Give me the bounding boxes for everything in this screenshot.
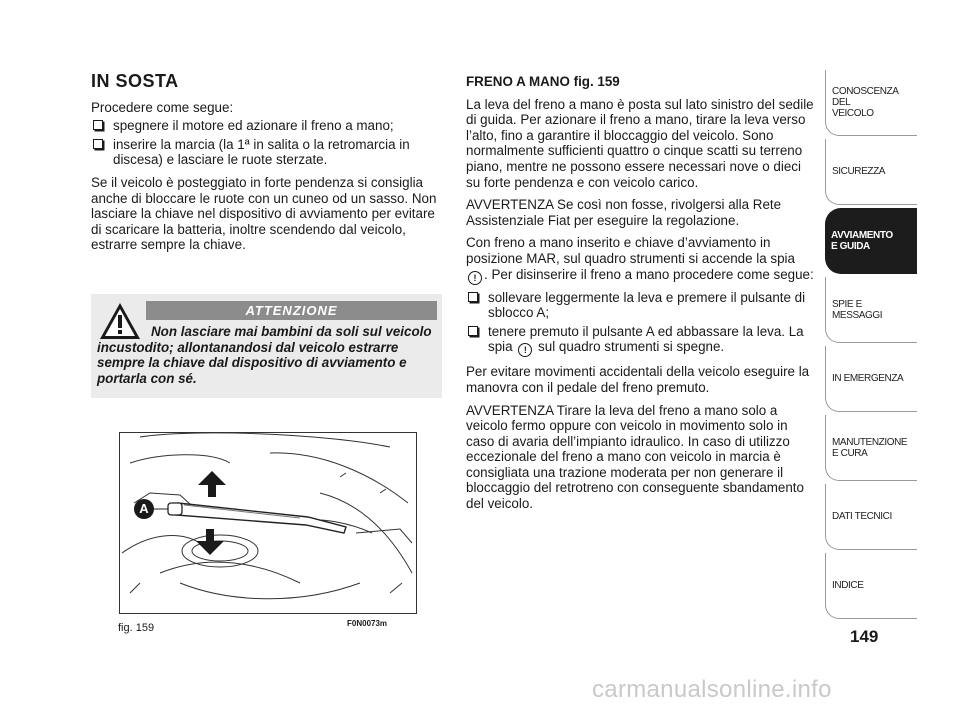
body-text: Con freno a mano inserito e chiave d’avviamento in posizione MAR, sul quadro strumenti si accende la spia <box>466 235 795 266</box>
body-paragraph: AVVERTENZA Se così non fosse, rivolgersi alla Rete Assistenziale Fiat per eseguire la regolazione. <box>466 197 782 228</box>
figure-code: F0N0073m <box>347 619 388 628</box>
body-text: sul quadro strumenti si spegne. <box>538 339 725 355</box>
release-steps <box>466 290 816 358</box>
body-paragraph: AVVERTENZA Tirare la leva del freno a mano solo a veicolo fermo oppure con veicolo in movimento solo in caso di avaria dell’impianto idraulico. In caso di utilizzo eccezionale del freno a mano con veicolo in marcia è consigliata una trazione moderata per non generare il bloccaggio del retrotreno con conseguente sbandamento del veicolo. <box>466 402 804 512</box>
handbrake-warning-light-icon: ! <box>518 343 532 357</box>
warning-text: Non lasciare mai bambini da soli sul veicolo incustodito; allontanandosi dal veicolo estrarre sempre la chiave dal dispositivo di avviamento e portarla con sé. <box>97 324 432 386</box>
watermark: carmanualsonline.info <box>592 676 832 703</box>
tab-dati-tecnici[interactable]: DATI TECNICI <box>825 484 917 550</box>
tab-avviamento-e-guida[interactable]: AVVIAMENTO E GUIDA <box>825 208 917 274</box>
body-text: . Per disinserire il freno a mano procedere come segue: <box>484 266 814 282</box>
right-column <box>466 74 816 519</box>
tab-manutenzione-e-cura[interactable]: MANUTENZIONE E CURA <box>825 415 917 481</box>
handbrake-figure <box>119 432 417 614</box>
button-marker-a: A <box>134 499 154 519</box>
tab-indice[interactable]: INDICE <box>825 553 917 619</box>
list-item: spegnere il motore ed azionare il freno a mano; <box>91 118 441 134</box>
list-item <box>466 324 816 358</box>
subsection-heading: FRENO A MANO fig. 159 <box>466 74 620 89</box>
page-number: 149 <box>850 627 879 646</box>
parking-steps <box>91 118 441 168</box>
body-text: tenere premuto il pulsante A ed abbassare la leva. La spia <box>488 323 804 355</box>
tab-sicurezza[interactable]: SICUREZZA <box>825 139 917 205</box>
left-column <box>91 71 441 260</box>
body-paragraph: Per evitare movimenti accidentali della veicolo eseguire la manovra con il pedale del freno premuto. <box>466 364 810 395</box>
tab-conoscenza-del-veicolo[interactable]: CONOSCENZA DEL VEICOLO <box>825 70 917 136</box>
list-item: sollevare leggermente la leva e premere il pulsante di sblocco A; <box>466 290 816 321</box>
tab-in-emergenza[interactable]: IN EMERGENZA <box>825 346 917 412</box>
figure-label: fig. 159 <box>118 622 155 634</box>
body-paragraph: La leva del freno a mano è posta sul lato sinistro del sedile di guida. Per azionare il freno a mano, tirare la leva verso l’alto, fino a garantire il bloccaggio del veicolo. Sono normalmente sufficienti quattro o cinque scatti su terreno piano, mentre ne possono essere necessari nove o dieci su forte pendenza e con veicolo carico. <box>466 96 814 190</box>
body-paragraph <box>466 235 816 284</box>
handbrake-illustration <box>120 433 416 613</box>
tab-spie-e-messaggi[interactable]: SPIE E MESSAGGI <box>825 277 917 343</box>
body-paragraph: Se il veicolo è posteggiato in forte pendenza si consiglia anche di bloccare le ruote con un cuneo od un sasso. Non lasciare la chiave nel dispositivo di avviamento per evitare di scaricare la batteria, inoltre scendendo dal veicolo, estrarre sempre la chiave. <box>91 174 437 253</box>
list-item: inserire la marcia (la 1ª in salita o la retromarcia in discesa) e lasciare le ruote sterzate. <box>91 137 441 168</box>
intro-text: Procedere come segue: <box>91 99 234 115</box>
section-heading: IN SOSTA <box>91 71 179 91</box>
warning-title: ATTENZIONE <box>146 301 437 320</box>
handbrake-warning-light-icon: ! <box>468 271 482 285</box>
warning-box <box>91 294 442 398</box>
